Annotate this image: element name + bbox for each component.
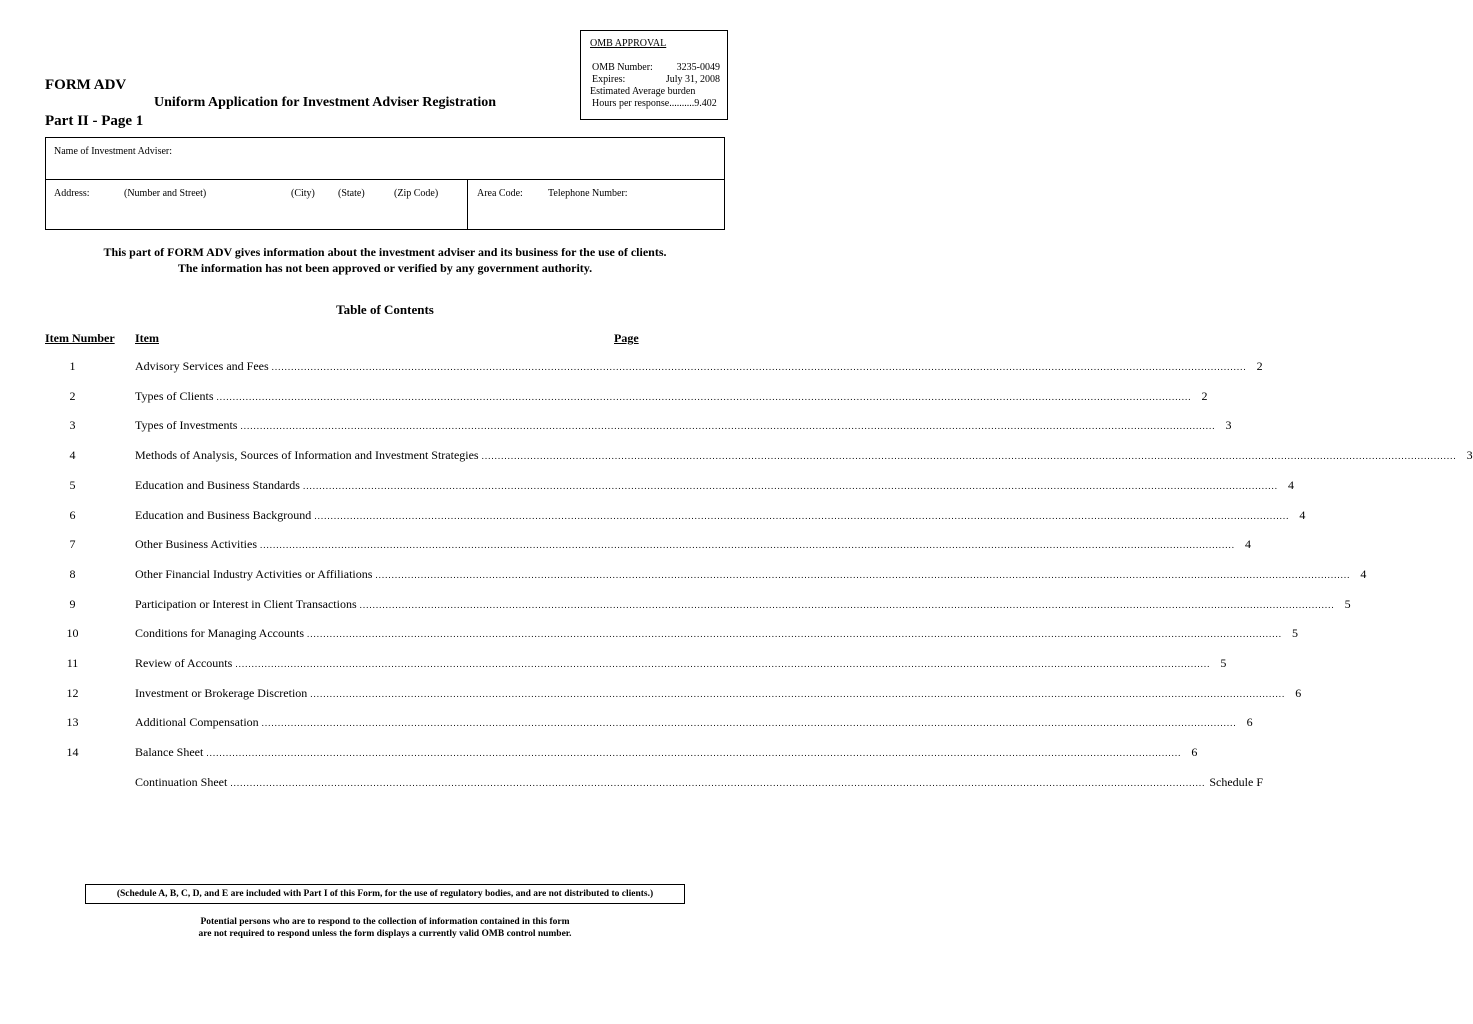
omb-number-row (592, 62, 720, 74)
toc-item-page: 3 (1466, 448, 1473, 463)
toc-leader-dots: ............................................................................................................................................................................................................................................................................................................ (314, 510, 1290, 521)
toc-row[interactable] (0, 359, 1263, 377)
adviser-box-divider (46, 179, 724, 180)
area-code-field[interactable]: Area Code: (477, 188, 523, 199)
toc-item-number: 13 (66, 715, 79, 730)
toc-item-number: 5 (69, 477, 76, 492)
toc-item-label: Continuation Sheet (135, 774, 228, 789)
toc-item (135, 715, 1253, 730)
toc-item-label: Balance Sheet (135, 745, 204, 760)
toc-item-page: 2 (1201, 388, 1208, 403)
form-part: Part II - Page 1 (45, 113, 144, 129)
toc-leader-dots: ............................................................................................................................................................................................................................................................................................................ (240, 421, 1216, 432)
toc-item-number: 2 (69, 388, 76, 403)
toc-item-label: Conditions for Managing Accounts (135, 626, 304, 641)
toc-leader-dots: ............................................................................................................................................................................................................................................................................................................ (216, 391, 1192, 402)
toc-leader-dots: ............................................................................................................................................................................................................................................................................................................ (206, 748, 1182, 759)
toc-item-page: 2 (1256, 359, 1263, 373)
zip-code-label: (Zip Code) (394, 188, 439, 199)
toc-item-page: 6 (1295, 685, 1302, 700)
toc-item-page: 6 (1246, 715, 1253, 730)
adviser-name-field[interactable]: Name of Investment Adviser: (54, 146, 173, 157)
street-label: (Number and Street) (124, 188, 207, 199)
toc-item (135, 507, 1306, 523)
toc-item-label: Types of Clients (135, 388, 214, 403)
toc-item (135, 685, 1302, 701)
toc-row[interactable] (0, 507, 1306, 526)
omb-burden: Estimated Average burden (590, 86, 696, 97)
toc-item-number: 1 (69, 359, 76, 373)
toc-item-label: Participation or Interest in Client Transactions (135, 596, 357, 611)
toc-item-number: 14 (66, 745, 79, 760)
toc-item-label: Advisory Services and Fees (135, 359, 269, 373)
toc-col-page: Page (614, 331, 639, 345)
toc-item-label: Other Business Activities (135, 537, 257, 552)
toc-leader-dots: ............................................................................................................................................................................................................................................................................................................ (359, 599, 1335, 610)
adviser-box-vertical-divider (467, 179, 468, 229)
toc-item-page: Schedule F (1209, 774, 1263, 789)
omb-title: OMB APPROVAL (590, 38, 667, 49)
toc-leader-dots: ............................................................................................................................................................................................................................................................................................................ (271, 362, 1247, 372)
toc-row[interactable] (0, 745, 1198, 763)
toc-item (135, 477, 1294, 493)
toc-item-page: 4 (1299, 507, 1306, 522)
toc-row[interactable] (0, 626, 1298, 644)
toc-item-page: 6 (1191, 745, 1198, 760)
toc-item (135, 448, 1473, 463)
toc-row[interactable] (0, 388, 1208, 407)
omb-expires-value: July 31, 2008 (665, 74, 720, 85)
omb-number-label: OMB Number: (592, 62, 653, 73)
toc-item (135, 596, 1351, 612)
toc-item-number: 3 (69, 418, 76, 433)
toc-item-number: 4 (69, 448, 76, 463)
toc-item-number: 6 (69, 507, 76, 522)
toc-item-page: 4 (1287, 477, 1294, 492)
omb-approval-box (580, 30, 728, 120)
toc-item-number: 9 (69, 596, 76, 611)
omb-expires-label: Expires: (592, 74, 626, 85)
address-field[interactable]: Address: (54, 188, 90, 199)
toc-row[interactable] (0, 418, 1232, 436)
toc-leader-dots: ............................................................................................................................................................................................................................................................................................................ (230, 777, 1206, 788)
toc-item (135, 359, 1263, 374)
toc-item-page: 4 (1360, 566, 1367, 581)
toc-item-page: 4 (1245, 537, 1251, 552)
intro-line-1: This part of FORM ADV gives information about the investment adviser and its business for the use of clients. (103, 245, 667, 259)
toc-leader-dots: ............................................................................................................................................................................................................................................................................................................ (375, 569, 1351, 580)
toc-row[interactable] (0, 656, 1227, 674)
toc-item-label: Methods of Analysis, Sources of Information and Investment Strategies (135, 448, 479, 463)
toc-leader-dots: ............................................................................................................................................................................................................................................................................................................ (481, 451, 1457, 462)
omb-hours: Hours per response..........9.402 (592, 98, 717, 109)
toc-item-page: 5 (1220, 656, 1227, 670)
toc-item-number: 8 (69, 566, 76, 581)
omb-notice-line-1: Potential persons who are to respond to the collection of information contained in this form (200, 917, 570, 927)
toc-row[interactable] (0, 774, 1263, 793)
toc-item-label: Education and Business Background (135, 507, 312, 522)
form-title: FORM ADV (45, 77, 127, 93)
toc-item-label: Review of Accounts (135, 656, 233, 670)
toc-row[interactable] (0, 715, 1253, 733)
toc-leader-dots: ............................................................................................................................................................................................................................................................................................................ (235, 659, 1211, 669)
toc-row[interactable] (0, 596, 1351, 615)
toc-leader-dots: ............................................................................................................................................................................................................................................................................................................ (302, 480, 1278, 491)
toc-item-label: Additional Compensation (135, 715, 259, 730)
telephone-field[interactable]: Telephone Number: (548, 188, 628, 199)
toc-leader-dots: ............................................................................................................................................................................................................................................................................................................ (310, 688, 1286, 699)
toc-row[interactable] (0, 448, 1473, 466)
city-label: (City) (291, 188, 315, 199)
toc-item-page: 5 (1344, 596, 1351, 611)
toc-row[interactable] (0, 477, 1294, 496)
state-label: (State) (338, 188, 365, 199)
omb-expires-row (592, 74, 720, 86)
toc-col-item: Item (135, 331, 159, 345)
toc-item (135, 388, 1208, 404)
toc-leader-dots: ............................................................................................................................................................................................................................................................................................................ (306, 629, 1282, 640)
omb-number-value: 3235-0049 (676, 62, 720, 73)
toc-item (135, 774, 1263, 790)
toc-item (135, 418, 1232, 433)
toc-title: Table of Contents (336, 302, 434, 317)
toc-item (135, 745, 1198, 760)
toc-item-number: 12 (66, 685, 79, 700)
toc-item-label: Education and Business Standards (135, 477, 300, 492)
toc-col-item-number: Item Number (45, 331, 115, 345)
omb-notice-line-2: are not required to respond unless the form displays a currently valid OMB control number. (198, 929, 572, 939)
toc-row[interactable] (0, 566, 1367, 585)
toc-item-page: 3 (1225, 418, 1232, 433)
toc-item-number: 11 (66, 656, 79, 670)
toc-row[interactable] (0, 685, 1302, 704)
toc-item-page: 5 (1291, 626, 1298, 641)
toc-item (135, 566, 1367, 582)
toc-leader-dots: ............................................................................................................................................................................................................................................................................................................ (261, 718, 1237, 729)
toc-item (135, 537, 1251, 552)
intro-line-2: The information has not been approved or verified by any government authority. (177, 261, 593, 275)
toc-item-label: Other Financial Industry Activities or Affiliations (135, 566, 373, 581)
adviser-info-box (45, 137, 725, 230)
toc-item-label: Types of Investments (135, 418, 238, 433)
toc-item (135, 656, 1227, 671)
toc-item-number: 10 (66, 626, 79, 641)
toc-item-number: 7 (69, 537, 76, 552)
toc-item-label: Investment or Brokerage Discretion (135, 685, 308, 700)
toc-row[interactable] (0, 537, 1251, 555)
form-subtitle: Uniform Application for Investment Adviser Registration (154, 95, 497, 110)
schedule-note: (Schedule A, B, C, D, and E are included with Part I of this Form, for the use of regulatory bodies, and are not distributed to clients.) (85, 884, 685, 904)
toc-leader-dots: ............................................................................................................................................................................................................................................................................................................ (260, 540, 1235, 551)
toc-item (135, 626, 1298, 641)
